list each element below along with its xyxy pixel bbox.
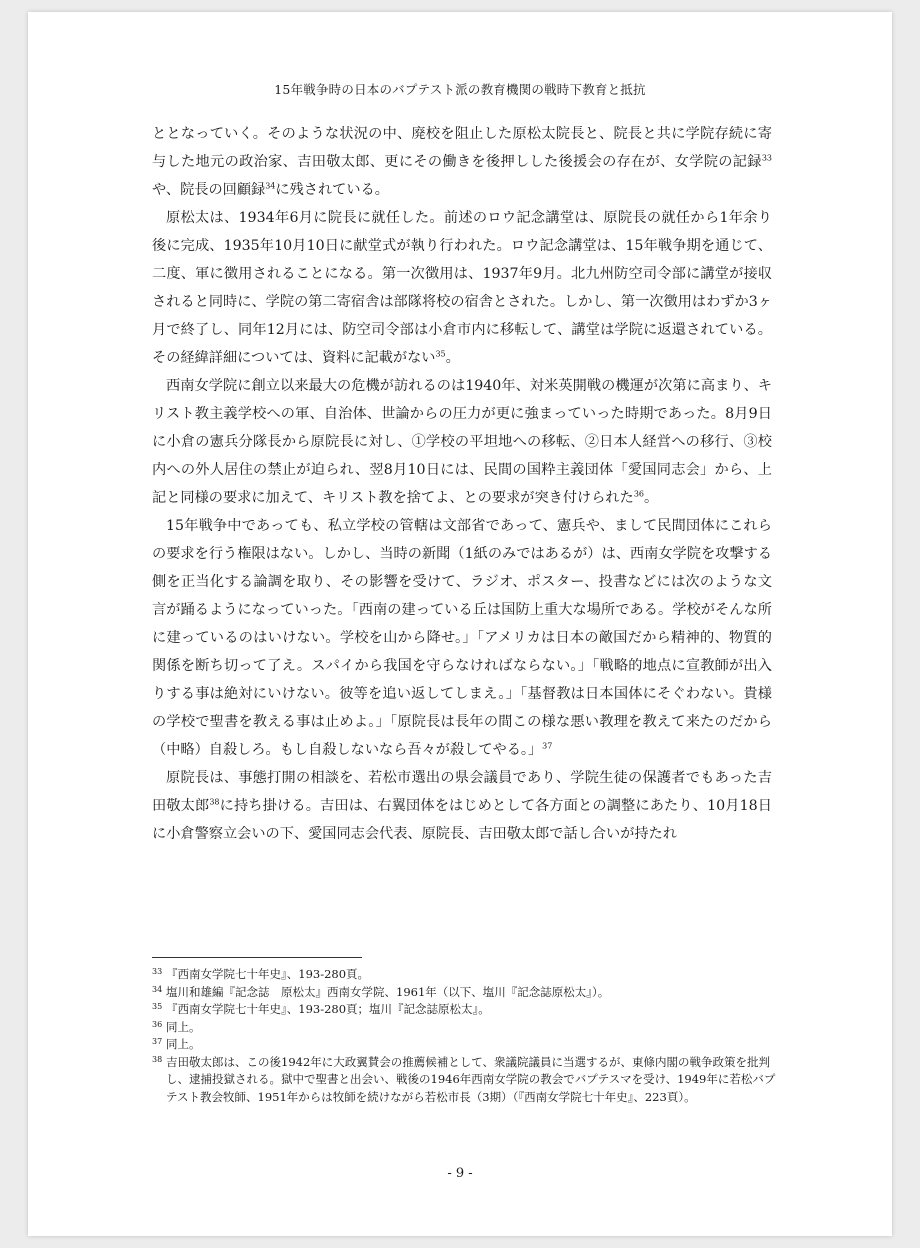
footnote-marker[interactable]: 36: [633, 489, 644, 499]
footnote-number: 36: [152, 1019, 163, 1029]
footnote-item: [152, 1001, 782, 1019]
paragraph-text: 15年戦争中であっても、私立学校の管轄は文部省であって、憲兵や、まして民間団体にこれらの要求を行う権限はない。しかし、当時の新聞（1紙のみではあるが）は、西南女学院を攻撃する側を正当化する論調を取り、その影響を受けて、ラジオ、ポスター、投書などには次のような文言が踊るようになっていった。「西南の建っている丘は国防上重大な場所である。学校がそんな所に建っているのはいけない。学校を山から降せ。」「アメリカは日本の敵国だから精神的、物質的関係を断ち切って了え。スパイから我国を守らなければならない。」「戦略的地点に宣教師が出入りする事は絶対にいけない。彼等を追い返してしまえ。」「基督教は日本国体にそぐわない。貴様の学校で聖書を教える事は止めよ。」「原院長は長年の間この様な悪い教理を教えて来たのだから（中略）自殺しろ。もし自殺しないなら吾々が殺してやる。」: [152, 518, 772, 758]
footnote-separator: [152, 957, 362, 958]
footnote-number: 38: [152, 1054, 163, 1064]
main-text: [152, 120, 772, 848]
footnote-number: 35: [152, 1002, 163, 1011]
body-paragraph: [152, 512, 772, 764]
footnote-marker[interactable]: 38: [209, 797, 220, 807]
footnote-item: [152, 984, 782, 1002]
paragraph-text: 。: [644, 490, 659, 506]
footnotes: [152, 966, 782, 1106]
footnote-item: [152, 966, 782, 984]
footnote-marker[interactable]: 34: [265, 181, 276, 191]
body-paragraph: [152, 120, 772, 204]
paragraph-text: 原院長は、事態打開の相談を、若松市選出の県会議員であり、学院生徒の保護者でもあった吉田敬太郎: [152, 770, 772, 814]
footnote-number: 37: [152, 1037, 163, 1046]
footnote-marker[interactable]: 37: [542, 741, 553, 751]
footnote-item: [152, 1036, 782, 1054]
document-page: [28, 12, 892, 1236]
footnote-marker[interactable]: 35: [435, 349, 446, 359]
paragraph-text: 原松太は、1934年6月に院長に就任した。前述のロウ記念講堂は、原院長の就任から1年余り後に完成、1935年10月10日に献堂式が執り行われた。ロウ記念講堂は、15年戦争期を通じて、二度、軍に徴用されることになる。第一次徴用は、1937年9月。北九州防空司令部に講堂が接収されると同時に、学院の第二寄宿舎は部隊将校の宿舎とされた。しかし、第一次徴用はわずか3ヶ月で終了し、同年12月には、防空司令部は小倉市内に移転して、講堂は学院に返還されている。その経緯詳細については、資料に記載がない: [152, 210, 772, 366]
page-number: - 9 -: [447, 1166, 473, 1181]
footnote-text: 同上。: [166, 1019, 201, 1034]
footnote-number: 34: [152, 984, 163, 994]
body-paragraph: [152, 764, 772, 848]
footnote-number: 33: [152, 967, 163, 976]
body-paragraph: [152, 372, 772, 512]
paragraph-text: 西南女学院に創立以来最大の危機が訪れるのは1940年、対米英開戦の機運が次第に高まり、キリスト教主義学校への軍、自治体、世論からの圧力が更に強まっていった時期であった。8月9日に小倉の憲兵分隊長から原院長に対し、①学校の平坦地への移転、②日本人経営への移行、③校内への外人居住の禁止が迫られ、翌8月10日には、民間の国粋主義団体「愛国同志会」から、上記と同様の要求に加えて、キリスト教を捨てよ、との要求が突き付けられた: [152, 378, 772, 506]
footnote-text: 吉田敬太郎は、この後1942年に大政翼賛会の推薦候補として、衆議院議員に当選するが、東條内閣の戦争政策を批判し、逮捕投獄される。獄中で聖書と出会い、戦後の1946年西南女学院の教会でバプテスマを受け、1949年に若松バプテスト教会牧師、1951年からは牧師を続けながら若松市長（3期）（『西南女学院七十年史』、223頁）。: [166, 1054, 776, 1104]
paragraph-text: 。: [445, 350, 460, 366]
paragraph-text: に残されている。: [275, 182, 389, 198]
footnote-text: 同上。: [166, 1037, 201, 1051]
paragraph-text: ととなっていく。そのような状況の中、廃校を阻止した原松太院長と、院長と共に学院存続に寄与した地元の政治家、吉田敬太郎、更にその働きを後押しした後援会の存在が、女学院の記録: [152, 126, 772, 170]
paragraph-text: に持ち掛ける。吉田は、右翼団体をはじめとして各方面との調整にあたり、10月18日に小倉警察立会いの下、愛国同志会代表、原院長、吉田敬太郎で話し合いが持たれ: [152, 798, 772, 842]
footnote-item: [152, 1054, 782, 1107]
paragraph-text: や、院長の回顧録: [152, 182, 266, 198]
footnote-item: [152, 1019, 782, 1037]
footnote-text: 塩川和雄編『記念誌 原松太』西南女学院、1961年（以下、塩川『記念誌原松太』）。: [166, 984, 610, 999]
running-title: 15年戦争時の日本のバプテスト派の教育機関の戦時下教育と抵抗: [274, 82, 646, 97]
body-paragraph: [152, 204, 772, 372]
footnote-text: 『西南女学院七十年史』、193-280頁。: [166, 967, 370, 981]
footnote-marker[interactable]: 33: [761, 153, 772, 163]
footnote-text: 『西南女学院七十年史』、193-280頁；塩川『記念誌原松太』。: [166, 1002, 490, 1016]
